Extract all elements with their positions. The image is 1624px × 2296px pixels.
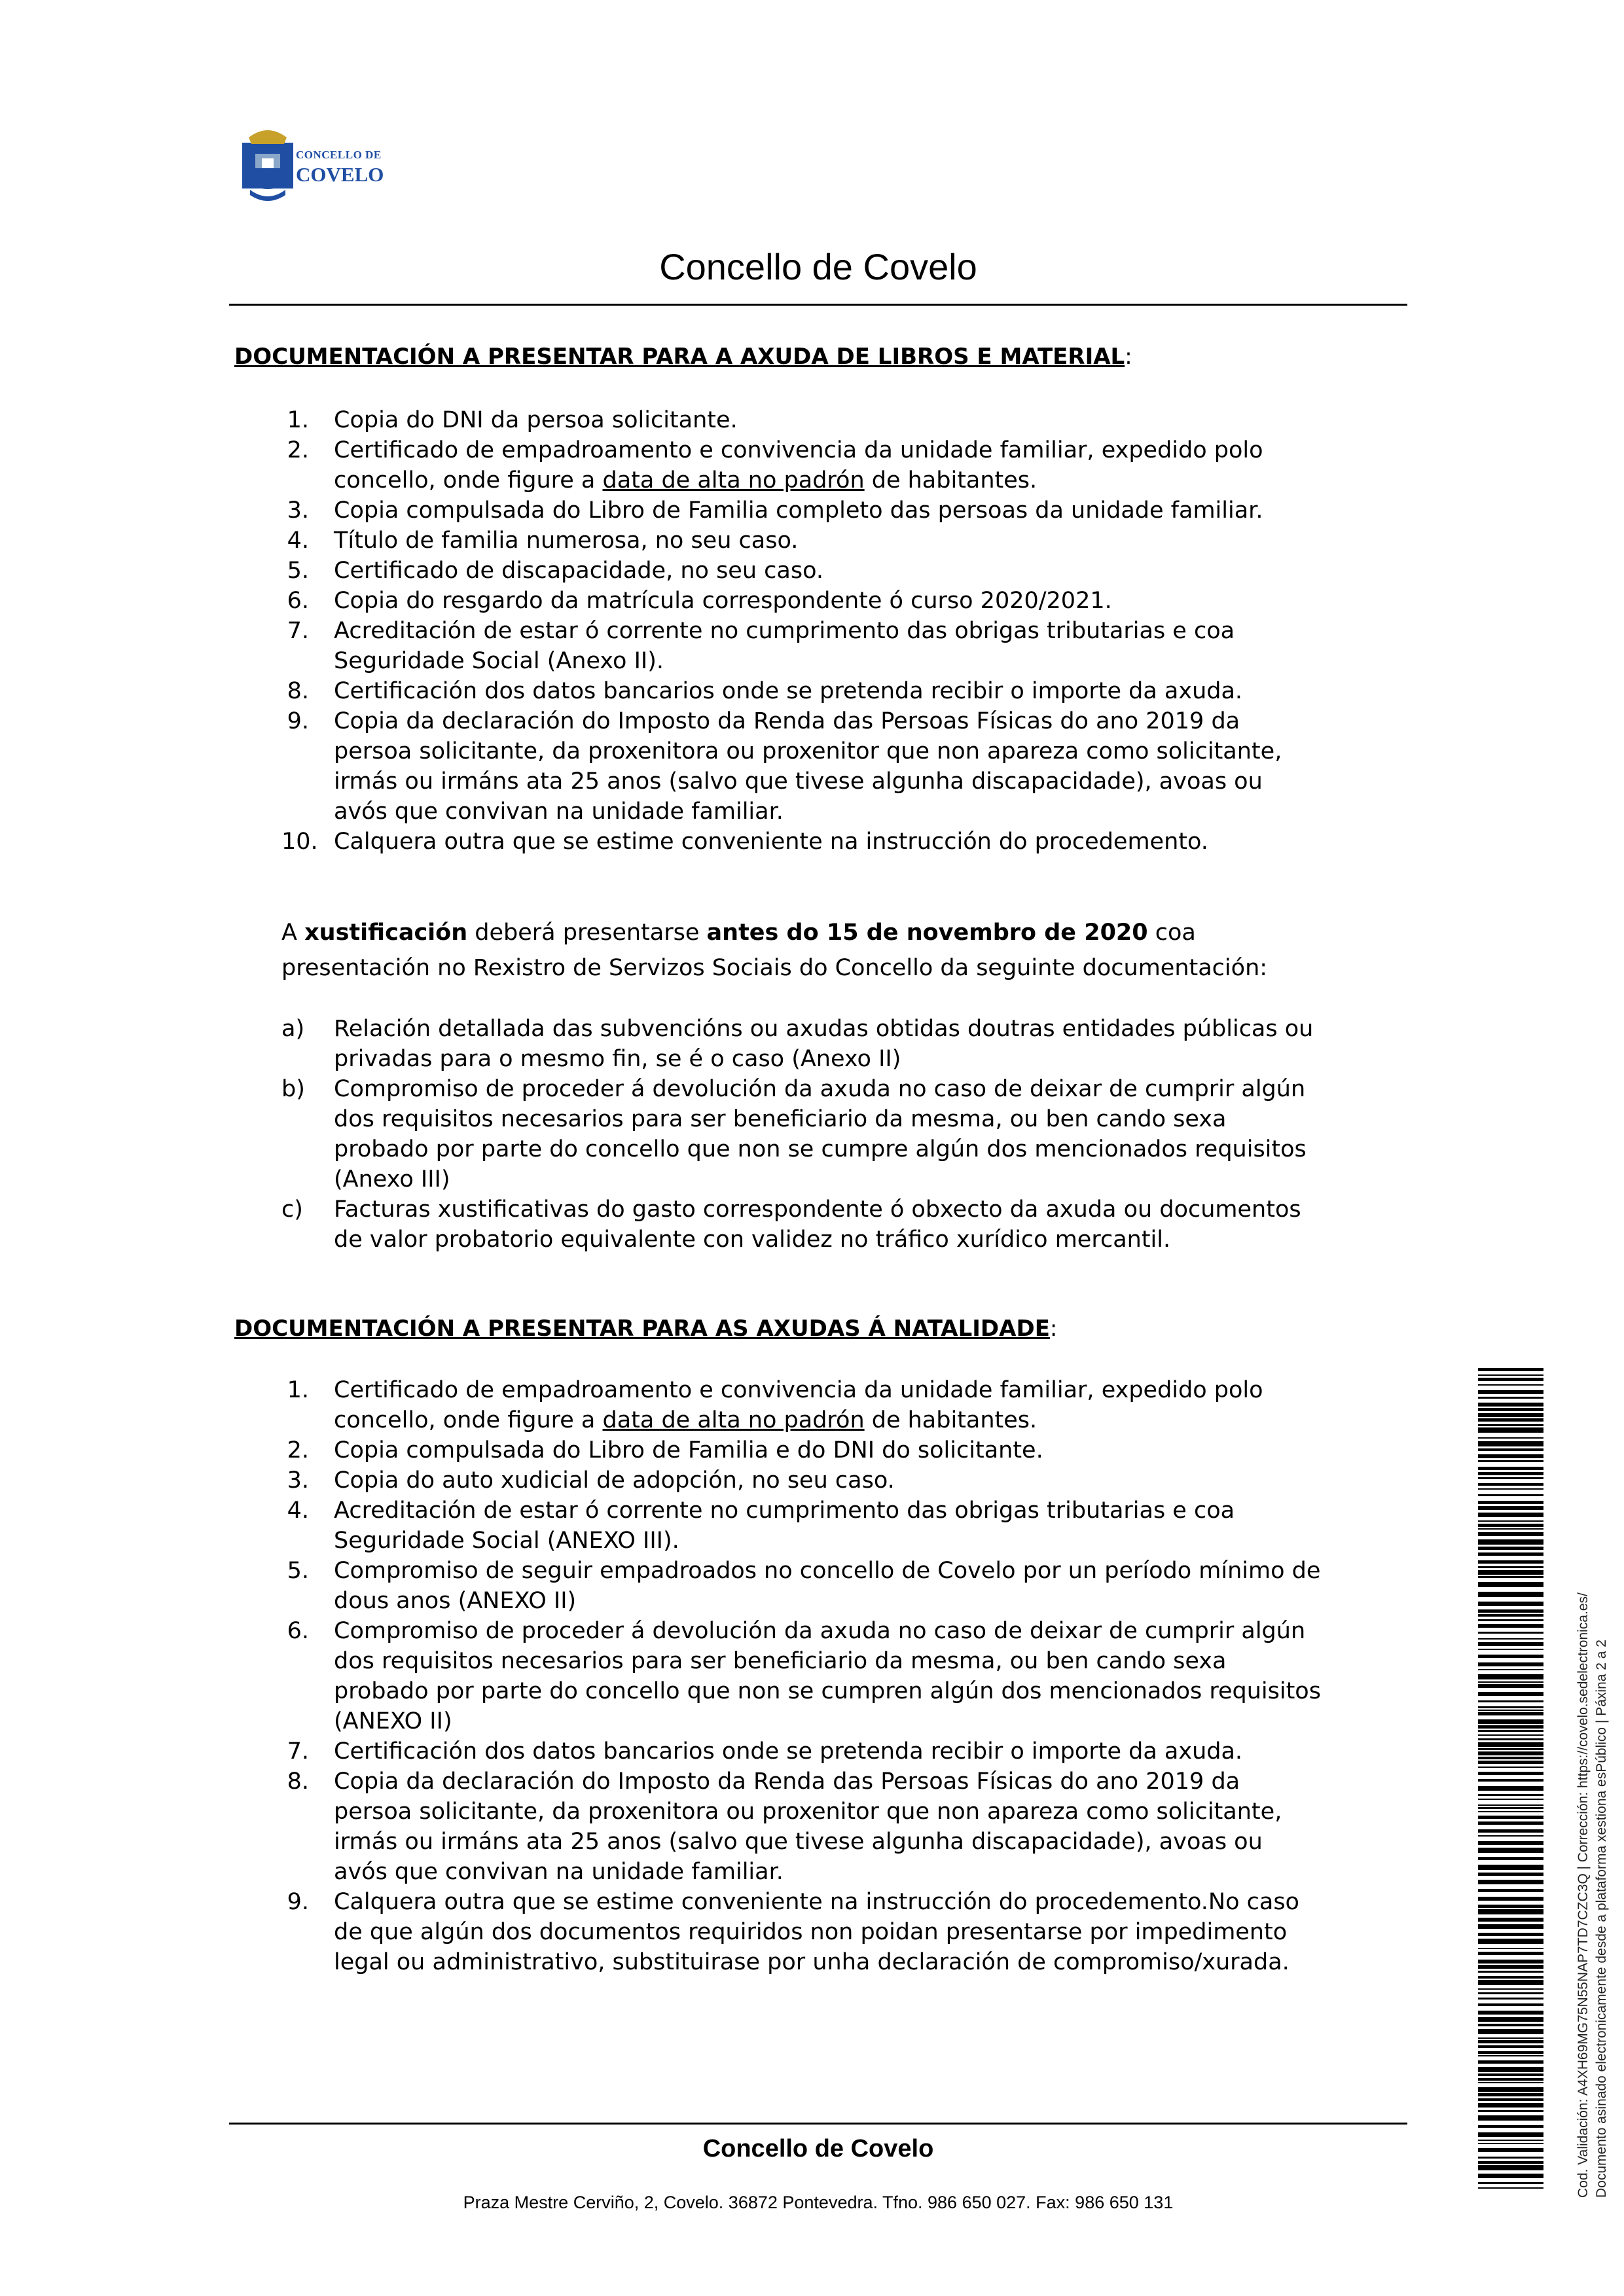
list-item-line: Certificación dos datos bancarios onde se pretenda recibir o importe da axuda. <box>334 1738 1243 1765</box>
barcode-bar <box>1478 1841 1543 1845</box>
barcode-bar <box>1478 1582 1543 1587</box>
list-item-line: Copia do resgardo da matrícula correspondente ó curso 2020/2021. <box>334 588 1112 614</box>
list-item-line: persoa solicitante, da proxenitora ou proxenitor que non apareza como solicitante, <box>334 1799 1282 1825</box>
barcode-bar <box>1478 1642 1543 1646</box>
list-item-line: persoa solicitante, da proxenitora ou proxenitor que non apareza como solicitante, <box>334 738 1282 764</box>
list-item-line: avós que convivan na unidade familiar. <box>334 1859 784 1885</box>
barcode-bar <box>1478 1418 1543 1422</box>
barcode-bar <box>1478 1609 1543 1613</box>
list-item-number: 4. <box>287 1498 309 1524</box>
list-item <box>281 1375 1321 1435</box>
barcode-bar <box>1478 1933 1543 1936</box>
barcode-bar <box>1478 1748 1543 1750</box>
barcode-bar <box>1478 1602 1543 1606</box>
list-item-line: Certificación dos datos bancarios onde se pretenda recibir o importe da axuda. <box>334 678 1243 704</box>
barcode-bar <box>1478 1528 1543 1530</box>
list-item <box>281 616 1282 676</box>
line-text: de habitantes. <box>864 467 1038 493</box>
barcode-bar <box>1478 2024 1543 2026</box>
barcode-bar <box>1478 1681 1543 1683</box>
logo-line2: COVELO <box>296 163 384 186</box>
list-item-number: 1. <box>287 1377 309 1403</box>
list-item-number: 6. <box>287 1618 309 1644</box>
barcode-bar <box>1478 1816 1543 1819</box>
barcode-bar <box>1478 1804 1543 1806</box>
barcode-bar <box>1478 2132 1543 2137</box>
barcode-bar <box>1478 1905 1543 1908</box>
barcode-bar <box>1478 1494 1543 1496</box>
validation-stamp <box>1574 1592 1611 2198</box>
barcode-bar <box>1478 2073 1543 2076</box>
barcode-bar <box>1478 1655 1543 1658</box>
list-item-number: 2. <box>287 1437 309 1463</box>
list-item-line: Compromiso de proceder á devolución da axuda no caso de deixar de cumprir algún <box>334 1618 1306 1644</box>
barcode-bar <box>1478 2051 1543 2054</box>
list-item-line: Facturas xustificativas do gasto correspondente ó obxecto da axuda ou documentos <box>334 1196 1301 1223</box>
barcode-bar <box>1478 1880 1543 1884</box>
list-item-line: Copia compulsada do Libro de Familia completo das persoas da unidade familiar. <box>334 497 1263 524</box>
barcode-image <box>1478 1368 1543 2196</box>
list-item-line: Copia compulsada do Libro de Familia e do DNI do solicitante. <box>334 1437 1043 1463</box>
barcode-bar <box>1478 1779 1543 1782</box>
barcode-bar <box>1478 1730 1543 1732</box>
barcode-bar <box>1478 1669 1543 1670</box>
barcode-bar <box>1478 2161 1543 2164</box>
barcode-bar <box>1478 1632 1543 1634</box>
barcode-bar <box>1478 1757 1543 1759</box>
list-item-number: 5. <box>287 558 309 584</box>
list-item-line: de valor probatorio equivalente con validez no tráfico xurídico mercantil. <box>334 1227 1171 1253</box>
barcode-bar <box>1478 1467 1543 1470</box>
barcode-bar <box>1478 2165 1543 2170</box>
list-item <box>281 495 1282 526</box>
barcode-bar <box>1478 1638 1543 1640</box>
barcode-bar <box>1478 1992 1543 1994</box>
barcode-bar <box>1478 1710 1543 1711</box>
list-item-line: Acreditación de estar ó corrente no cumprimento das obrigas tributarias e coa <box>334 618 1235 644</box>
list-item-line: (Anexo III) <box>334 1166 450 1193</box>
list-item-line: Copia da declaración do Imposto da Renda das Persoas Físicas do ano 2019 da <box>334 1768 1240 1795</box>
barcode-bar <box>1478 2125 1543 2128</box>
barcode-bar <box>1478 2011 1543 2015</box>
barcode-bar <box>1478 1980 1543 1985</box>
list-item-line: Seguridade Social (Anexo II). <box>334 648 664 674</box>
barcode-bar <box>1478 1539 1543 1545</box>
list-item <box>281 526 1282 556</box>
barcode-bar <box>1478 1821 1543 1825</box>
logo-line1: CONCELLO DE <box>296 149 382 161</box>
validation-line-1: Cod. Validación: A4XH69MG75N55NAP7TD7CZC3Q | Corrección: https://covelo.sedelectronica.es/ <box>1576 1592 1591 2198</box>
list-item-line: irmás ou irmáns ata 25 anos (salvo que tivese algunha discapacidade), avoas ou <box>334 768 1263 795</box>
list-item-line: Seguridade Social (ANEXO III). <box>334 1528 679 1554</box>
barcode-bar <box>1478 1772 1543 1775</box>
list-item-number: 6. <box>287 588 309 614</box>
barcode-bar <box>1478 1712 1543 1715</box>
barcode-bar <box>1478 1786 1543 1791</box>
section2-title: DOCUMENTACIÓN A PRESENTAR PARA AS AXUDAS Á NATALIDADE: <box>234 1316 1058 1342</box>
list-item <box>281 1194 1313 1255</box>
barcode-bar <box>1478 1952 1543 1955</box>
just-text-1: A <box>281 920 305 946</box>
list-item-line: dos requisitos necesarios para ser beneficiario da mesma, ou ben cando sexa <box>334 1106 1227 1132</box>
barcode-bar <box>1478 1706 1543 1708</box>
list-item-number: 3. <box>287 497 309 524</box>
barcode-bar <box>1478 1960 1543 1964</box>
barcode-bar <box>1478 1427 1543 1433</box>
barcode-bar <box>1478 2182 1543 2184</box>
barcode-bar <box>1478 2115 1543 2121</box>
barcode-bar <box>1478 1965 1543 1969</box>
barcode-bar <box>1478 1390 1543 1394</box>
list-item <box>281 676 1282 706</box>
barcode-bar <box>1478 1614 1543 1617</box>
barcode-bar <box>1478 1524 1543 1527</box>
barcode-bar <box>1478 1738 1543 1740</box>
list-item-line: Título de familia numerosa, no seu caso. <box>334 528 799 554</box>
list-item <box>281 1014 1313 1074</box>
list-item-number: 7. <box>287 1738 309 1765</box>
validation-line-2: Documento asinado electronicamente desde a plataforma xestiona esPúblico | Páxina 2 a 2 <box>1594 1640 1609 2198</box>
barcode-bar <box>1478 1520 1543 1522</box>
underlined-text: data de alta no padrón <box>602 1407 865 1433</box>
list-item-number: 8. <box>287 1768 309 1795</box>
list-item-line: dous anos (ANEXO II) <box>334 1588 577 1614</box>
barcode-bar <box>1478 1483 1543 1486</box>
barcode-bar <box>1478 1570 1543 1575</box>
barcode-bar <box>1478 1566 1543 1568</box>
just-text-2: deberá presentarse <box>467 920 707 946</box>
list-item <box>281 1887 1321 1977</box>
barcode-bar <box>1478 1734 1543 1736</box>
barcode-bar <box>1478 1576 1543 1578</box>
line-text: de habitantes. <box>864 1407 1038 1433</box>
barcode-bar <box>1478 1799 1543 1800</box>
barcode-bar <box>1478 1918 1543 1922</box>
barcode-bar <box>1478 1939 1543 1944</box>
barcode-bar <box>1478 1560 1543 1564</box>
just-line-2: presentación no Rexistro de Servizos Sociais do Concello da seguinte documentación: <box>281 955 1268 981</box>
barcode-bar <box>1478 1971 1543 1973</box>
barcode-bar <box>1478 1368 1543 1371</box>
line-text: concello, onde figure a <box>334 1407 603 1433</box>
barcode-bar <box>1478 2060 1543 2064</box>
list-item <box>281 1496 1321 1556</box>
list-item-line: Certificado de discapacidade, no seu caso. <box>334 558 823 584</box>
list-item-line: (ANEXO II) <box>334 1708 452 1734</box>
list-item-number: 7. <box>287 618 309 644</box>
list-item-line: avós que convivan na unidade familiar. <box>334 798 784 825</box>
list-item-line: Compromiso de seguir empadroados no concello de Covelo por un período mínimo de <box>334 1558 1321 1584</box>
section2-list <box>281 1375 1321 1977</box>
list-item <box>281 1616 1321 1736</box>
list-item-number: 10. <box>281 829 318 855</box>
list-item-line: dos requisitos necesarios para ser beneficiario da mesma, ou ben cando sexa <box>334 1648 1227 1674</box>
barcode-bar <box>1478 1924 1543 1929</box>
barcode-bar <box>1478 1692 1543 1696</box>
barcode-bar <box>1478 1624 1543 1628</box>
barcode-bar <box>1478 1501 1543 1504</box>
list-item-line: legal ou administrativo, substituirase por unha declaración de compromiso/xurada. <box>334 1949 1290 1975</box>
barcode-bar <box>1478 1725 1543 1729</box>
footer-address: Praza Mestre Cerviño, 2, Covelo. 36872 Pontevedra. Tfno. 986 650 027. Fax: 986 650 131 <box>463 2193 1174 2212</box>
barcode-bar <box>1478 1441 1543 1446</box>
barcode-bar <box>1478 2017 1543 2022</box>
barcode-bar <box>1478 1751 1543 1755</box>
barcode-bar <box>1478 1767 1543 1768</box>
barcode-bar <box>1478 1909 1543 1914</box>
barcode-bar <box>1478 2143 1543 2144</box>
barcode-bar <box>1478 1998 1543 2000</box>
barcode-bar <box>1478 2187 1543 2189</box>
justification-paragraph <box>281 915 1407 986</box>
barcode-bar <box>1478 1948 1543 1949</box>
barcode-bar <box>1478 2103 1543 2108</box>
barcode-bar <box>1478 1374 1543 1376</box>
barcode-bar <box>1478 1408 1543 1411</box>
list-item <box>281 1556 1321 1616</box>
section1-list <box>281 405 1282 857</box>
barcode-bar <box>1478 1684 1543 1688</box>
list-item-line: Certificado de empadroamento e convivencia da unidade familiar, expedido polo <box>334 1377 1263 1403</box>
barcode-bar <box>1478 1700 1543 1702</box>
list-item-line <box>334 1405 1321 1435</box>
barcode-bar <box>1478 2003 1543 2006</box>
barcode-bar <box>1478 1397 1543 1399</box>
barcode-bar <box>1478 1424 1543 1426</box>
underlined-text: data de alta no padrón <box>602 467 865 493</box>
list-item-number: a) <box>281 1016 305 1042</box>
barcode-bar <box>1478 1472 1543 1475</box>
barcode-bar <box>1478 1662 1543 1666</box>
list-item <box>281 405 1282 435</box>
barcode-bar <box>1478 1719 1543 1724</box>
barcode-bar <box>1478 1794 1543 1796</box>
barcode-bar <box>1478 1835 1543 1837</box>
list-item-number: 8. <box>287 678 309 704</box>
barcode-bar <box>1478 1976 1543 1979</box>
barcode-bar <box>1478 1848 1543 1853</box>
barcode-bar <box>1478 2174 1543 2178</box>
list-item-number: 5. <box>287 1558 309 1584</box>
barcode-bar <box>1478 2037 1543 2039</box>
barcode-bar <box>1478 1403 1543 1407</box>
barcode-bar <box>1478 1865 1543 1870</box>
list-item <box>281 706 1282 827</box>
list-item-line: Relación detallada das subvencións ou axudas obtidas doutras entidades públicas ou <box>334 1016 1314 1042</box>
just-text-3: coa <box>1147 920 1196 946</box>
barcode-bar <box>1478 1547 1543 1550</box>
barcode-bar <box>1478 2045 1543 2048</box>
barcode-bar <box>1478 2067 1543 2072</box>
barcode-bar <box>1478 1477 1543 1479</box>
barcode-bar <box>1478 2087 1543 2092</box>
list-item <box>281 1736 1321 1767</box>
barcode-bar <box>1478 1378 1543 1381</box>
header-rule <box>229 304 1407 306</box>
header-title: Concello de Covelo <box>659 246 977 287</box>
barcode-bar <box>1478 1413 1543 1417</box>
barcode-bar <box>1478 2040 1543 2043</box>
barcode-bar <box>1478 1988 1543 1990</box>
list-item-number: c) <box>281 1196 303 1223</box>
list-item-number: b) <box>281 1076 305 1102</box>
barcode-bar <box>1478 2148 1543 2152</box>
barcode-bar <box>1478 1460 1543 1462</box>
section1-title-text: DOCUMENTACIÓN A PRESENTAR PARA A AXUDA DE LIBROS E MATERIAL <box>234 344 1125 370</box>
barcode-bar <box>1478 1674 1543 1679</box>
list-item-line <box>334 465 1282 495</box>
list-item-line: Calquera outra que se estime conveniente na instrucción do procedemento. <box>334 829 1208 855</box>
barcode-bar <box>1478 1742 1543 1747</box>
barcode-bar <box>1478 1532 1543 1536</box>
barcode-bar <box>1478 2055 1543 2056</box>
list-item <box>281 1074 1313 1194</box>
barcode-bar <box>1478 1649 1543 1650</box>
barcode-bar <box>1478 1592 1543 1597</box>
list-item <box>281 1435 1321 1465</box>
barcode-bar <box>1478 1897 1543 1901</box>
logo-wordmark <box>296 149 384 185</box>
section1-title: DOCUMENTACIÓN A PRESENTAR PARA A AXUDA DE LIBROS E MATERIAL: <box>234 344 1132 370</box>
list-item-line: Calquera outra que se estime conveniente na instrucción do procedemento.No caso <box>334 1889 1299 1915</box>
list-item-line: probado por parte do concello que non se cumpren algún dos mencionados requisitos <box>334 1678 1321 1704</box>
barcode-bar <box>1478 2157 1543 2159</box>
list-item-number: 9. <box>287 708 309 734</box>
barcode-bar <box>1478 1506 1543 1510</box>
list-item-line: Certificado de empadroamento e convivencia da unidade familiar, expedido polo <box>334 437 1263 463</box>
list-item-line: privadas para o mesmo fin, se é o caso (Anexo II) <box>334 1046 901 1072</box>
barcode-bar <box>1478 1437 1543 1439</box>
barcode-bar <box>1478 2093 1543 2096</box>
list-item-number: 3. <box>287 1467 309 1494</box>
list-item <box>281 1465 1321 1496</box>
barcode-bar <box>1478 1448 1543 1451</box>
barcode-bar <box>1478 1619 1543 1621</box>
barcode-bar <box>1478 1384 1543 1386</box>
list-item-line: Copia do DNI da persoa solicitante. <box>334 407 738 433</box>
list-item-number: 9. <box>287 1889 309 1915</box>
barcode-bar <box>1478 2140 1543 2141</box>
barcode-bar <box>1478 1807 1543 1809</box>
justification-list <box>281 1014 1313 1255</box>
barcode-bar <box>1478 1811 1543 1812</box>
barcode-bar <box>1478 1488 1543 1490</box>
section2-title-text: DOCUMENTACIÓN A PRESENTAR PARA AS AXUDAS Á NATALIDADE <box>234 1316 1050 1342</box>
barcode-bar <box>1478 1873 1543 1876</box>
line-text: concello, onde figure a <box>334 467 603 493</box>
list-item-line: Copia da declaración do Imposto da Renda das Persoas Físicas do ano 2019 da <box>334 708 1240 734</box>
list-item-number: 2. <box>287 437 309 463</box>
list-item <box>281 586 1282 616</box>
list-item-line: Copia do auto xudicial de adopción, no seu caso. <box>334 1467 895 1494</box>
list-item-line: de que algún dos documentos requiridos non poidan presentarse por impedimento <box>334 1919 1288 1945</box>
barcode-bar <box>1478 1513 1543 1517</box>
list-item <box>281 827 1282 857</box>
barcode-bar <box>1478 1454 1543 1458</box>
list-item-line: irmás ou irmáns ata 25 anos (salvo que tivese algunha discapacidade), avoas ou <box>334 1829 1263 1855</box>
list-item <box>281 1767 1321 1887</box>
footer-rule <box>229 2123 1407 2125</box>
just-bold-2: antes do 15 de novembro de 2020 <box>706 920 1148 946</box>
list-item-line: Compromiso de proceder á devolución da axuda no caso de deixar de cumprir algún <box>334 1076 1306 1102</box>
just-bold-1: xustificación <box>304 920 468 946</box>
list-item <box>281 556 1282 586</box>
barcode-bar <box>1478 1552 1543 1556</box>
barcode-bar <box>1478 1829 1543 1833</box>
barcode-bar <box>1478 2098 1543 2101</box>
footer-title: Concello de Covelo <box>702 2135 934 2162</box>
list-item-line: probado por parte do concello que non se cumpre algún dos mencionados requisitos <box>334 1136 1307 1162</box>
barcode-bar <box>1478 2110 1543 2112</box>
list-item-number: 1. <box>287 407 309 433</box>
list-item <box>281 435 1282 495</box>
barcode-bar <box>1478 1761 1543 1764</box>
barcode-bar <box>1478 2082 1543 2083</box>
barcode-bar <box>1478 1889 1543 1892</box>
barcode-bar <box>1478 2029 1543 2034</box>
barcode-bar <box>1478 2078 1543 2081</box>
barcode-bar <box>1478 1857 1543 1860</box>
list-item-line: Acreditación de estar ó corrente no cumprimento das obrigas tributarias e coa <box>334 1498 1235 1524</box>
list-item-number: 4. <box>287 528 309 554</box>
